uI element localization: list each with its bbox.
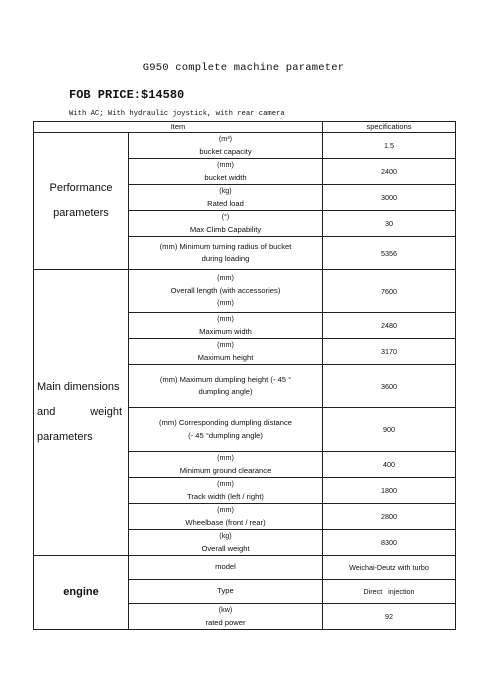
item-cell (129, 339, 323, 365)
item-cell (129, 185, 323, 211)
item-label: Overall length (with accessories) (170, 285, 281, 295)
item-label: (mm) Maximum dumpling height (- 45 ° (159, 374, 292, 384)
unit-label: (kg) (219, 531, 232, 540)
item-label: Wheelbase (front / rear) (185, 517, 266, 527)
item-cell (129, 237, 323, 270)
category-label: parameters (37, 431, 93, 443)
item-label: Minimum ground clearance (179, 465, 272, 475)
item-label: Max Climb Capability (189, 224, 262, 234)
item-label: bucket width (204, 172, 247, 182)
header-specifications: specifications (323, 122, 456, 133)
item-label: dumpling angle) (198, 387, 253, 396)
item-cell (129, 211, 323, 237)
item-label: (- 45 °dumpling angle) (188, 430, 263, 440)
value-cell: 2400 (323, 159, 456, 185)
item-label: Track width (left / right) (187, 491, 264, 501)
value-cell: 3600 (323, 365, 456, 408)
value-cell: 1800 (323, 478, 456, 504)
item-cell (129, 604, 323, 630)
unit-label: (mm) (217, 160, 234, 169)
category-label: weight (90, 406, 122, 418)
item-cell (129, 408, 323, 452)
unit-label: (mm) (217, 314, 234, 323)
header-item: Item (34, 122, 323, 133)
item-cell (129, 159, 323, 185)
value-cell: 92 (323, 604, 456, 630)
table-row (34, 270, 456, 313)
value-cell: 3170 (323, 339, 456, 365)
item-cell (129, 478, 323, 504)
item-cell (129, 313, 323, 339)
table-row (34, 556, 456, 580)
category-label: Main dimensions (37, 381, 120, 393)
item-cell: Type (129, 580, 323, 604)
category-label: and (37, 406, 56, 418)
table-row (34, 133, 456, 159)
value-cell: 900 (323, 408, 456, 452)
fob-price: FOB PRICE:$14580 (69, 88, 185, 102)
item-cell (129, 270, 323, 313)
category-performance (34, 133, 129, 270)
value-cell: 8300 (323, 530, 456, 556)
category-label: parameters (53, 207, 109, 219)
value-cell: 3000 (323, 185, 456, 211)
item-cell (129, 452, 323, 478)
unit-label: (mm) (217, 340, 234, 349)
unit-label: (mm) (217, 453, 234, 462)
item-cell (129, 365, 323, 408)
item-label: Overall weight (201, 543, 250, 553)
category-label-line (37, 400, 128, 425)
item-cell (129, 504, 323, 530)
item-label: Rated load (207, 198, 244, 208)
unit-label: (mm) (217, 479, 234, 488)
value-cell: 400 (323, 452, 456, 478)
item-label: Maximum height (197, 352, 254, 362)
value-cell: 30 (323, 211, 456, 237)
category-label: Performance (49, 182, 113, 194)
category-engine: engine (34, 556, 129, 630)
unit-label: (°) (221, 212, 230, 221)
value-cell: 5356 (323, 237, 456, 270)
item-cell: model (129, 556, 323, 580)
page-title: G950 complete machine parameter (142, 62, 345, 74)
table-header-row (34, 122, 456, 133)
item-cell (129, 133, 323, 159)
value-cell: 7600 (323, 270, 456, 313)
unit-label: (mm) (217, 505, 234, 514)
unit-label: (m³) (218, 134, 233, 143)
value-cell: 2480 (323, 313, 456, 339)
unit-label: (mm) (217, 298, 234, 308)
value-cell: Direct injection (323, 580, 456, 604)
spec-table (33, 121, 456, 630)
value-cell: 1.5 (323, 133, 456, 159)
unit-label: (kg) (219, 186, 232, 195)
value-cell: 2800 (323, 504, 456, 530)
item-label: bucket capacity (199, 146, 252, 156)
item-label: Maximum width (199, 326, 252, 336)
category-dimensions (34, 270, 129, 556)
unit-label: (kw) (218, 605, 233, 614)
item-label: (mm) Minimum turning radius of bucket (159, 241, 292, 251)
item-label: during loading (201, 254, 250, 263)
value-cell: Weichai-Deutz with turbo (323, 556, 456, 580)
unit-label: (mm) (217, 273, 234, 283)
item-cell (129, 530, 323, 556)
item-label: rated power (205, 617, 246, 627)
config-note: With AC; With hydraulic joystick, with rear camera (69, 110, 285, 118)
item-label: (mm) Corresponding dumpling distance (159, 418, 292, 427)
